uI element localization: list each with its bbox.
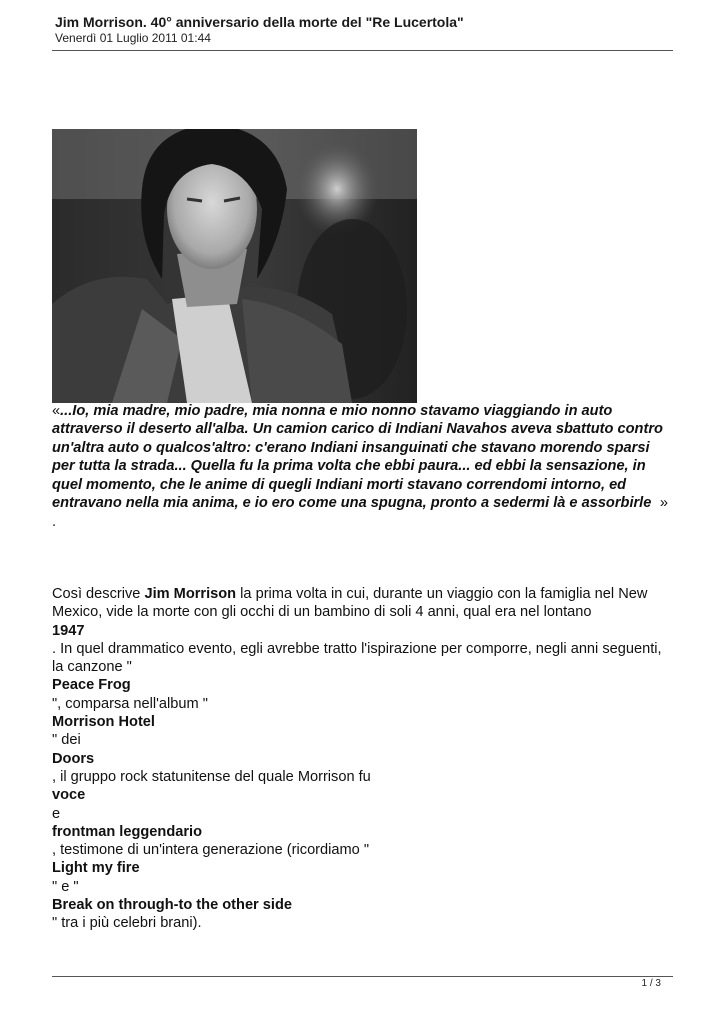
quote-text: ...Io, mia madre, mio padre, mia nonna e mio nonno stavamo viaggiando in auto attraverso il deserto all'alba. Un camion carico di Indiani Navahos aveva sbattuto contro un'altra auto o qualcos'altro: c'erano Indiani insanguinati che stavano morendo sparsi per tutta la strada... Quella fu la prima volta che ebbi paura... ed ebbi la sensazione, in quel momento, che le anime di quegli Indiani morti stavano correndomi intorno, ed entravano nella mia anima, e io ero come una spugna, pronto a sedermi là e assorbirle [52,403,663,512]
body-line-3: ", comparsa nell'album " [52,695,208,712]
body-line-7: , testimone di un'intera generazione (ricordiamo " [52,842,370,859]
year-1947: 1947 [52,622,85,639]
role-frontman: frontman leggendario [52,823,202,840]
footer-divider [52,976,673,977]
name-jim-morrison: Jim Morrison [144,586,237,602]
song-peace-frog: Peace Frog [52,677,131,694]
article-title: Jim Morrison. 40° anniversario della morte del "Re Lucertola" [55,14,464,30]
body-line-8: " e " [52,878,79,895]
page-number: 1 / 3 [641,978,661,989]
quote-open-mark: « [52,403,61,419]
paragraph-intro [52,585,672,622]
intro-text-1: Così descrive [52,586,145,602]
body-line-9: " tra i più celebri brani). [52,915,202,932]
header-divider [52,50,673,51]
role-voce: voce [52,787,86,804]
quote-trailing-dot: . [52,514,57,530]
body-line-4: " dei [52,732,81,749]
body-line-6: e [52,805,61,822]
song-break-on-through: Break on through-to the other side [52,897,292,914]
quote-close-mark: » [659,495,668,512]
quote-block [52,402,672,512]
body-line-2: . In quel drammatico evento, egli avrebbe tratto l'ispirazione per comporre, negli anni seguenti, la canzone " [52,640,662,676]
jim-morrison-photo [52,129,417,403]
album-morrison-hotel: Morrison Hotel [52,714,155,731]
intro-text-2: la prima volta in cui, durante un viaggio con la famiglia nel New Mexico, vide la morte con gli occhi di un bambino di soli 4 anni, qual era nel lontano [52,586,648,621]
body-line-5: , il gruppo rock statunitense del quale Morrison fu [52,768,371,785]
article-body [52,585,672,933]
band-doors: Doors [52,750,95,767]
article-date: Venerdì 01 Luglio 2011 01:44 [55,31,211,45]
page-header [55,14,673,46]
song-light-my-fire: Light my fire [52,860,140,877]
